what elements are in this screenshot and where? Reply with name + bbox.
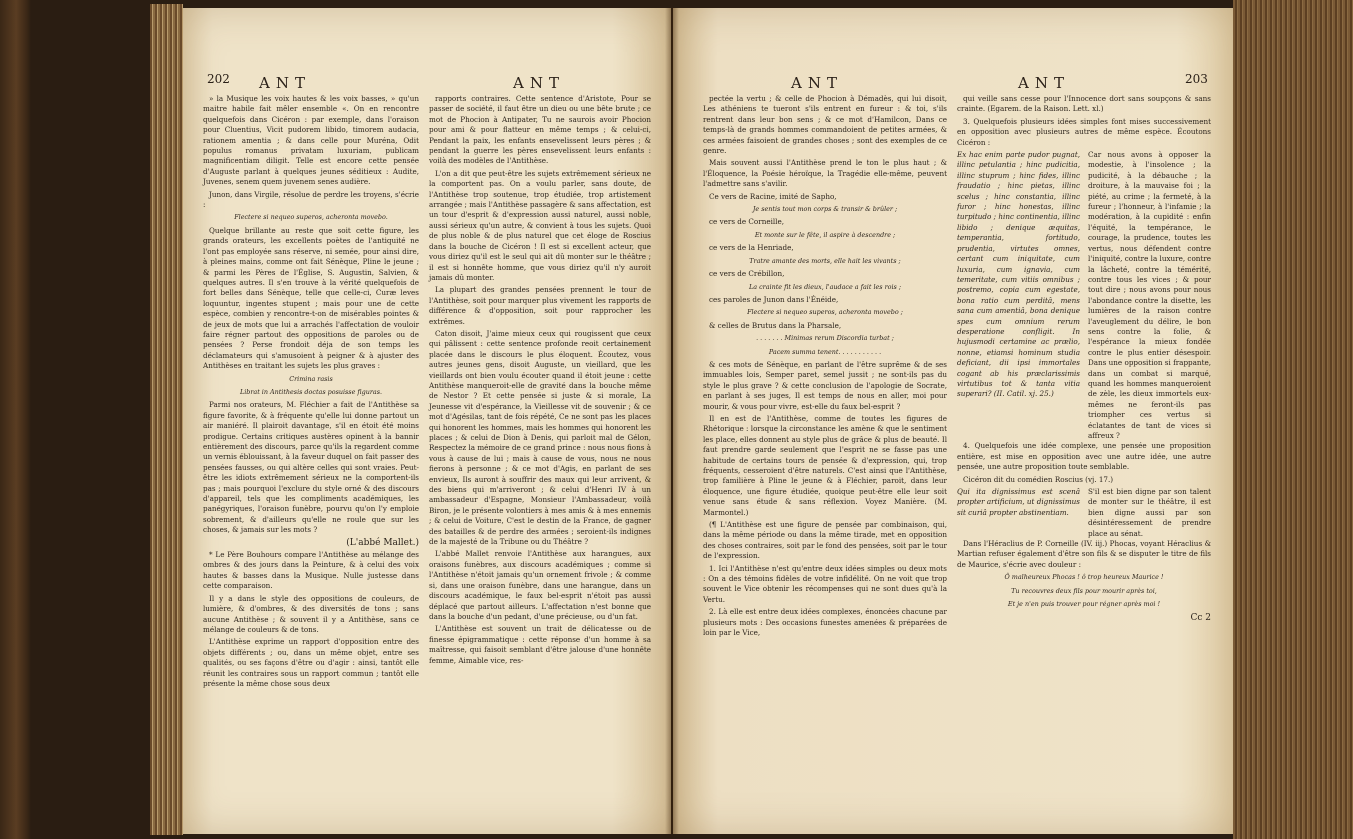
paragraph: 3. Quelquefois plusieurs idées simples font mises successivement en opposition avec plusieurs autres de même espèce. Écoutons Cicéron :	[957, 116, 1211, 147]
paragraph: Il y a dans le style des oppositions de couleurs, de lumière, & d'ombres, & des diversités de tons ; sans aucune Antithèse ; & souvent il y a Antithèse, sans ce mélange de couleurs & de tons.	[203, 593, 419, 634]
paragraph: & celles de Brutus dans la Pharsale,	[709, 320, 842, 330]
signature-mark: Cc 2	[1190, 612, 1211, 623]
page-number: 203	[1185, 72, 1208, 86]
left-column-2	[429, 94, 651, 668]
author-signature: (L'abbé Mallet.)	[346, 537, 419, 548]
paragraph: L'abbé Mallet renvoie l'Antithèse aux harangues, aux oraisons funèbres, aux discours académiques ; comme si l'Antithèse n'étoit jamais qu'un ornement frivole ; & comme si, dans une oraison funèbre, dans une harangue, dans un discours académique, le faux bel-esprit n'étoit pas aussi déplacé que partout ailleurs. L'affectation n'est bonne que dans la bouche d'un pedant, d'une précieuse, ou d'un fat.	[429, 549, 651, 621]
paragraph: Junon, dans Virgile, résolue de perdre les troyens, s'écrie :	[203, 189, 419, 210]
paragraph: L'Antithèse est souvent un trait de délicatesse ou de finesse épigrammatique : cette réponse d'un homme à sa maîtresse, qui faisoit semblant d'être jalouse d'une honnête femme, Aimable vice, res-	[429, 624, 651, 665]
paragraph: 1. Ici l'Antithèse n'est qu'entre deux idées simples ou deux mots : On a des témoins fidèles de votre infidélité. On ne voit que trop souvent le Vice obtenir les récompenses qui ne sont dues qu'à la Vertu.	[703, 563, 947, 604]
page-number: 202	[207, 72, 230, 86]
verse-quote: Tratre amante des morts, elle hait les vivants ;	[749, 256, 901, 265]
paragraph: Il en est de l'Antithèse, comme de toutes les figures de Rhétorique : lorsque la circonstance les amène & que le sentiment les place, elles donnent au style plus de grâce & plus de beauté. Il faut prendre garde seulement que l'esprit ne se fasse pas une habitude de certains tours de pensée & d'expression, qui, trop fréquents, cesseroient d'être naturels. C'est ainsi que l'Antithèse, trop familière à Pline le jeune & à Fléchier, paroit, dans leur éloquence, une figure étudiée, quoique peut-être elle leur soit venue sans étude & sans réflexion. Voyez Manière. (M. Marmontel.)	[703, 413, 947, 517]
running-head: ANT	[791, 74, 843, 92]
verse-quote: Flectere si nequeo superos, acheronta movebo ;	[747, 308, 903, 317]
paragraph: 2. Là elle est entre deux idées complexes, énoncées chacune par plusieurs mots : Des occasions funestes amenées & préparées de loin par le Vice,	[703, 607, 947, 638]
verse-quote: Tu recouvres deux fils pour mourir après toi,	[1011, 586, 1157, 595]
running-head: ANT	[1018, 74, 1070, 92]
paragraph: qui veille sans cesse pour l'Innocence dort sans soupçons & sans crainte. (Egarem. de la Raison. Lett. xl.)	[957, 94, 1211, 114]
paragraph: Dans l'Héraclius de P. Corneille (IV. iij.) Phocas, voyant Héraclius & Martian refuser également d'être son fils & se disputer le titre de fils de Maurice, s'écrie avec douleur :	[957, 539, 1211, 569]
paragraph: Cicéron dit du comédien Roscius (vj. 17.)	[963, 474, 1114, 484]
verse-quote: . . . . . . . Minimas rerum Discordia turbat ;	[756, 334, 894, 343]
latin-text: Ex hac enim parte pudor pugnat, illinc petulantia ; hinc pudicitia, illinc stuprum ; hinc fides, illinc fraudatio ; hinc pietas, illinc scelus ; hinc constantia, illinc furor ; hinc honestas, illinc turpitudo ; hinc continentia, illinc libido ; denique æquitas, temperantia, fortitudo, prudentia, virtutes omnes, certant cum iniquitate, cum luxuria, cum ignavia, cum temeritate, cum vitiis omnibus ; postremo, copia cum egestate, bona ratio cum perditâ, mens sana cum amentiâ, bona denique spes cum omnium rerum desperatione confligit. In hujusmodi certamine ac prælio, nonne, etiamsi hominum studia deficiant, dii ipsi immortales cogant ab his præclarissimis virtutibus tot & tanta vitia superari? (II. Catil. xj. 25.)	[957, 150, 1080, 399]
paragraph: ce vers de Crébillon,	[709, 269, 785, 279]
paragraph: & ces mots de Sénèque, en parlant de l'être suprême & de ses immuables lois, Semper paret, semel jussit ; ne sont-ils pas du style le plus grave ? & cette conclusion de l'apologie de Socrate, en parlant à ses juges, Il est temps de nous en aller, moi pour mourir, & vous pour vivre, est-elle du faux bel-esprit ?	[703, 359, 947, 411]
parallel-translation	[957, 150, 1211, 441]
verse-quote: Flectere si nequeo superos, acheronta movebo.	[234, 213, 388, 222]
paragraph: L'on a dit que peut-être les sujets extrêmement sérieux ne la comportent pas. On a voulu parler, sans doute, de l'Antithèse trop soutenue, trop étudiée, trop artistement arrangée ; mais l'Antithèse passagère & sans affectation, est un tour d'esprit & d'expression aussi naturel, aussi noble, aussi sérieux qu'un autre, & convient à tous les sujets. Quoi de plus noble & de plus naturel que cet éloge de Roscius dans la bouche de Cicéron ! Il est si excellent acteur, que vous diriez qu'il est le seul qui ait dû monter sur le théâtre ; il est si honnête homme, que vous diriez qu'il n'y auroit jamais dû monter.	[429, 168, 651, 282]
paragraph: » la Musique les voix hautes & les voix basses, » qu'un maitre habile fait mêler ensemble «. On en rencontre quelquefois dans Cicéron : par exemple, dans l'oraison pour Cluentius, Vicit pudorem libido, timorem audacia, rationem amentia ; & dans celle pour Muréna, Odit populus romanus privatam luxuriam, publicam magnificentiam diligit. Telle est encore cette pensée d'Auguste parlant à quelques jeunes séditieux : Audite, Juvenes, senem quem juvenem senes audière.	[203, 94, 419, 187]
paragraph: (¶ L'Antithèse est une figure de pensée par combinaison, qui, dans la même période ou dans la même tirade, met en opposition des choses contraires, soit par le fond des pensées, soit par le tour de l'expression.	[703, 520, 947, 561]
running-head: ANT	[259, 74, 311, 92]
verse-quote: Je sentis tout mon corps & transir & brûler ;	[752, 205, 898, 214]
paragraph: pectée la vertu ; & celle de Phocion à Démadès, qui lui disoit, Les athéniens te tueront s'ils entrent en fureur : & toi, s'ils rentrent dans leur bon sens ; & ce mot d'Hamilcon, Dans ce temps-là de grands hommes commandoient de petites armées, & ces armées faisoient de grandes choses ; sont des exemples de ce genre.	[703, 94, 947, 156]
right-column-1	[703, 94, 947, 641]
paragraph: Quelque brillante au reste que soit cette figure, les grands orateurs, les excellents poètes de l'antiquité ne l'ont pas employée sans réserve, ni semée, pour ainsi dire, à pleines mains, comme ont fait Sénèque, Pline le jeune ; & parmi les Pères de l'Église, S. Augustin, Salvien, & quelques autres. Il s'en trouve à la vérité quelquefois de fort belles dans Sénèque, telle que celle-ci, Curæ leves loquuntur, ingentes stupent ; mais pour une de cette espèce, combien y rencontre-t-on de misérables pointes & de jeux de mots que lui a arrachés l'affectation de vouloir faire régner partout des oppositions de paroles ou de pensées ? Perse frondoit déja de son temps les déclamateurs qui s'amusoient à peigner & à ajuster des Antithèses en traitant les sujets les plus graves :	[203, 225, 419, 371]
right-page	[673, 8, 1233, 834]
parallel-translation	[957, 487, 1211, 539]
verse-quote: Et monte sur le fête, il aspire à descendre ;	[754, 230, 896, 239]
paragraph: Parmi nos orateurs, M. Fléchier a fait de l'Antithèse sa figure favorite, & à fréquente qu'elle lui donne partout un air maniéré. Il plairoit davantage, s'il en étoit été moins prodigue. Certains critiques austères opinent à la bannir entièrement des discours, parce qu'ils la regardent comme un vernis éblouissant, à la faveur duquel on fait passer des pensées fausses, ou qui altère celles qui sont vraies. Peut-être les idiots extrêmement sérieux ne la comportent-ils pas ; mais pourquoi l'exclure du style orné & des discours d'appareil, tels que les compliments académiques, les panégyriques, l'oraison funèbre, pourvu qu'on l'y emploie sobrement, & d'ailleurs qu'elle ne roule que sur les choses, & jamais sur les mots ?	[203, 400, 419, 535]
left-column-1	[203, 94, 419, 691]
verse-quote: Librat in Antithesis doctas posuisse figuras.	[239, 387, 383, 396]
paragraph: 4. Quelquefois une idée complexe, une pensée une proposition entière, est mise en opposition avec une autre idée, une autre pensée, une autre proposition toute semblable.	[957, 441, 1211, 472]
paragraph: ce vers de Corneille,	[709, 217, 785, 227]
paragraph: Ce vers de Racine, imité de Sapho,	[709, 191, 837, 201]
french-translation: Car nous avons à opposer la modestie, à l'insolence ; la pudicité, à la débauche ; la droiture, à la mauvaise foi ; la piété, au crime ; la fermeté, à la fureur ; l'honneur, à l'infamie ; la modération, à la cupidité : enfin l'équité, la tempérance, le courage, la prudence, toutes les vertus, nous défendent contre l'iniquité, contre la luxure, contre la lâcheté, contre la témérité, contre tous les vices ; & pour tout dire ; nous avons pour nous l'abondance contre la disette, les lumières de la raison contre l'aveuglement du délire, le bon sens contre la folie, & l'espérance la mieux fondée contre le plus entier désespoir. Dans une opposition si frappante, dans un combat si marqué, quand les hommes manqueroient de zèle, les dieux immortels eux-mêmes ne feront-ils pas triompher ces vertus si éclatantes de tant de vices si affreux ?	[1088, 150, 1211, 440]
running-head: ANT	[513, 74, 565, 92]
paragraph: ce vers de la Henriade,	[709, 243, 794, 253]
paragraph: Mais souvent aussi l'Antithèse prend le ton le plus haut ; & l'Éloquence, la Poésie héroïque, la Tragédie elle-même, peuvent l'admettre sans s'avilir.	[703, 158, 947, 189]
paragraph: ces paroles de Junon dans l'Énéide,	[709, 294, 839, 304]
verse-quote: Ô malheureux Phocas ! ô trop heureux Maurice !	[1004, 573, 1164, 582]
right-page-edges	[1233, 0, 1353, 839]
left-page	[183, 8, 671, 834]
left-page-edges	[150, 4, 183, 835]
paragraph: La plupart des grandes pensées prennent le tour de l'Antithèse, soit pour marquer plus vivement les rapports de différence & d'opposition, soit pour rapprocher les extrêmes.	[429, 285, 651, 326]
paragraph: rapports contraires. Cette sentence d'Aristote, Pour se passer de société, il faut être un dieu ou une bête brute ; ce mot de Phocion à Antipater, Tu ne saurois avoir Phocion pour ami & pour flatteur en même temps ; & celui-ci, Pendant la paix, les enfants ensevelissent leurs pères ; & pendant la guerre les pères ensevelissent leurs enfants : voilà des modèles de l'Antithèse.	[429, 94, 651, 166]
verse-quote: Crimina rasis	[289, 374, 333, 383]
paragraph: Caton disoit, J'aime mieux ceux qui rougissent que ceux qui pâlissent : cette sentence profonde reoit certainement placée dans le discours le plus éloquent. Écoutez, vous autres jeunes gens, disoit Auguste, un vieillard, que les vieillards ont bien voulu écouter quand il étoit jeune : cette Antithèse manqueroit-elle de gravité dans la bouche même de Nestor ? Et cette pensée si juste & si morale, La Jeunesse vit d'espérance, la Vieillesse vit de souvenir ; & ce mot d'Agésilas, tant de fois répété, Ce ne sont pas les places qui honorent les hommes, mais les hommes qui honorent les places ; & celui de Dion à Denis, qui parloit mal de Gélon, Respectez la mémoire de ce grand prince : nous nous fions à vous à cause de lui ; mais à cause de vous, nous ne nous fierons à personne ; & ce mot d'Agis, en parlant de ses envieux, Ils auront à souffrir des maux qui leur arrivent, & des biens qui m'arriveront ; & celui d'Henri IV à un ambassadeur d'Espagne, Monsieur l'Ambassadeur, voilà Biron, je le présente volontiers à mes amis & à mes ennemis ; & celui de Voiture, C'est le destin de la France, de gagner des batailles & de perdre des armées ; seroient-ils indignes de la majesté de la Tribune ou du Théâtre ?	[429, 328, 651, 547]
latin-text: Qui ita dignissimus est scenâ propter artificium, ut dignissimus sit curiâ propter abstinentiam.	[957, 487, 1080, 517]
book-gutter	[665, 8, 679, 834]
paragraph: * Le Père Bouhours compare l'Antithèse au mélange des ombres & des jours dans la Peinture, & à celui des voix hautes & basses dans la Musique. Nulle justesse dans cette comparaison.	[203, 550, 419, 591]
right-column-2	[957, 94, 1211, 625]
verse-quote: Et je n'en puis trouver pour régner après moi !	[1007, 600, 1161, 609]
verse-quote: La crainte fit les dieux, l'audace a fait les rois ;	[749, 282, 901, 291]
french-translation: S'il est bien digne par son talent de monter sur le théâtre, il est bien digne aussi par son désintéressement de prendre place au sénat.	[1088, 487, 1211, 538]
verse-quote: Pacem summa tenent. . . . . . . . . . .	[768, 347, 882, 356]
paragraph: L'Antithèse exprime un rapport d'opposition entre des objets différents ; ou, dans un même objet, entre ses qualités, ou ses façons d'être ou d'agir : ainsi, tantôt elle réunit les contraires sous un rapport commun ; tantôt elle présente la même chose sous deux	[203, 637, 419, 688]
